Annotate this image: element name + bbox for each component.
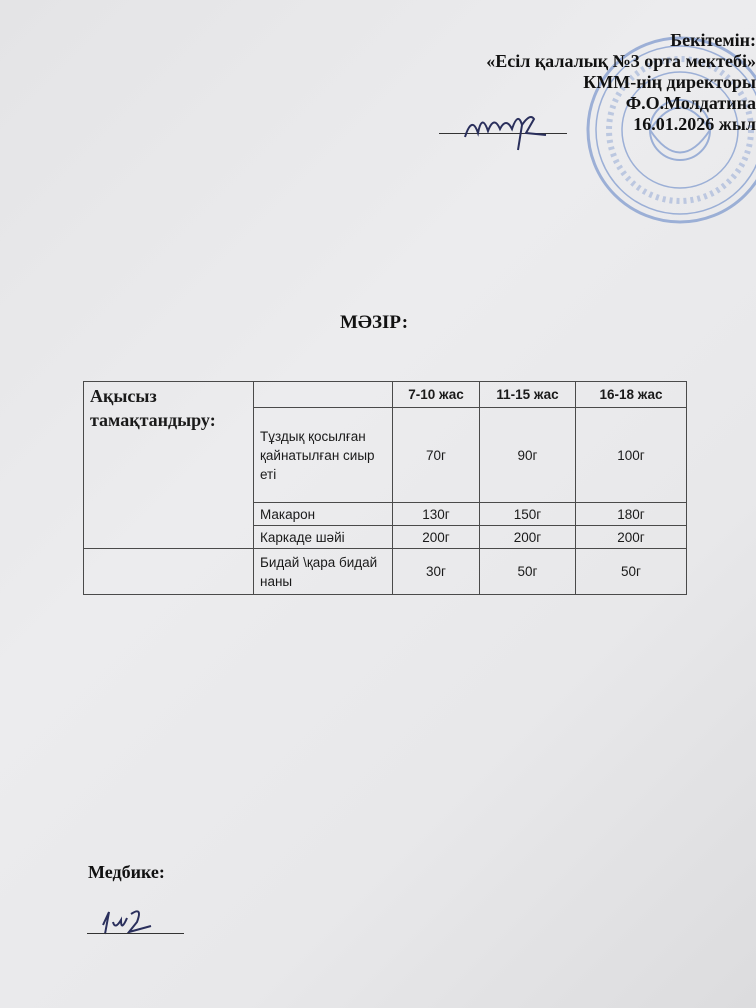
- director-name: Ф.О.Молдатина: [625, 93, 756, 113]
- school-name: «Есіл қалалық №3 орта мектебі»: [486, 51, 756, 71]
- header-age-11-15: 11-15 жас: [480, 382, 576, 408]
- portion-value: 150г: [480, 503, 576, 526]
- item-name: Тұздық қосылған қайнатылған сиыр еті: [254, 408, 393, 503]
- table-header-row: [84, 382, 687, 408]
- portion-value: 200г: [393, 526, 480, 549]
- nurse-signature: [95, 900, 175, 940]
- item-name: Макарон: [254, 503, 393, 526]
- portion-value: 130г: [393, 503, 480, 526]
- header-age-7-10: 7-10 жас: [393, 382, 480, 408]
- empty-category-cell: [84, 549, 254, 595]
- portion-value: 30г: [393, 549, 480, 595]
- category-cell: Ақысыз тамақтандыру:: [84, 382, 254, 549]
- portion-value: 50г: [480, 549, 576, 595]
- menu-title: МӘЗІР:: [340, 312, 409, 333]
- approval-date: 16.01.2026 жыл: [633, 114, 756, 134]
- item-name: Каркаде шәйі: [254, 526, 393, 549]
- item-name: Бидай \қара бидай наны: [254, 549, 393, 595]
- portion-value: 50г: [576, 549, 687, 595]
- nurse-signature-line: [87, 933, 184, 934]
- director-signature: [460, 105, 570, 155]
- portion-value: 100г: [576, 408, 687, 503]
- empty-header-cell: [254, 382, 393, 408]
- portion-value: 180г: [576, 503, 687, 526]
- nurse-label: Медбике:: [88, 862, 165, 882]
- director-position: КММ-нің директоры: [583, 72, 756, 92]
- header-age-16-18: 16-18 жас: [576, 382, 687, 408]
- portion-value: 200г: [480, 526, 576, 549]
- menu-table: [83, 381, 687, 595]
- portion-value: 200г: [576, 526, 687, 549]
- approval-heading: Бекітемін:: [670, 30, 756, 50]
- table-row: [84, 549, 687, 595]
- portion-value: 70г: [393, 408, 480, 503]
- portion-value: 90г: [480, 408, 576, 503]
